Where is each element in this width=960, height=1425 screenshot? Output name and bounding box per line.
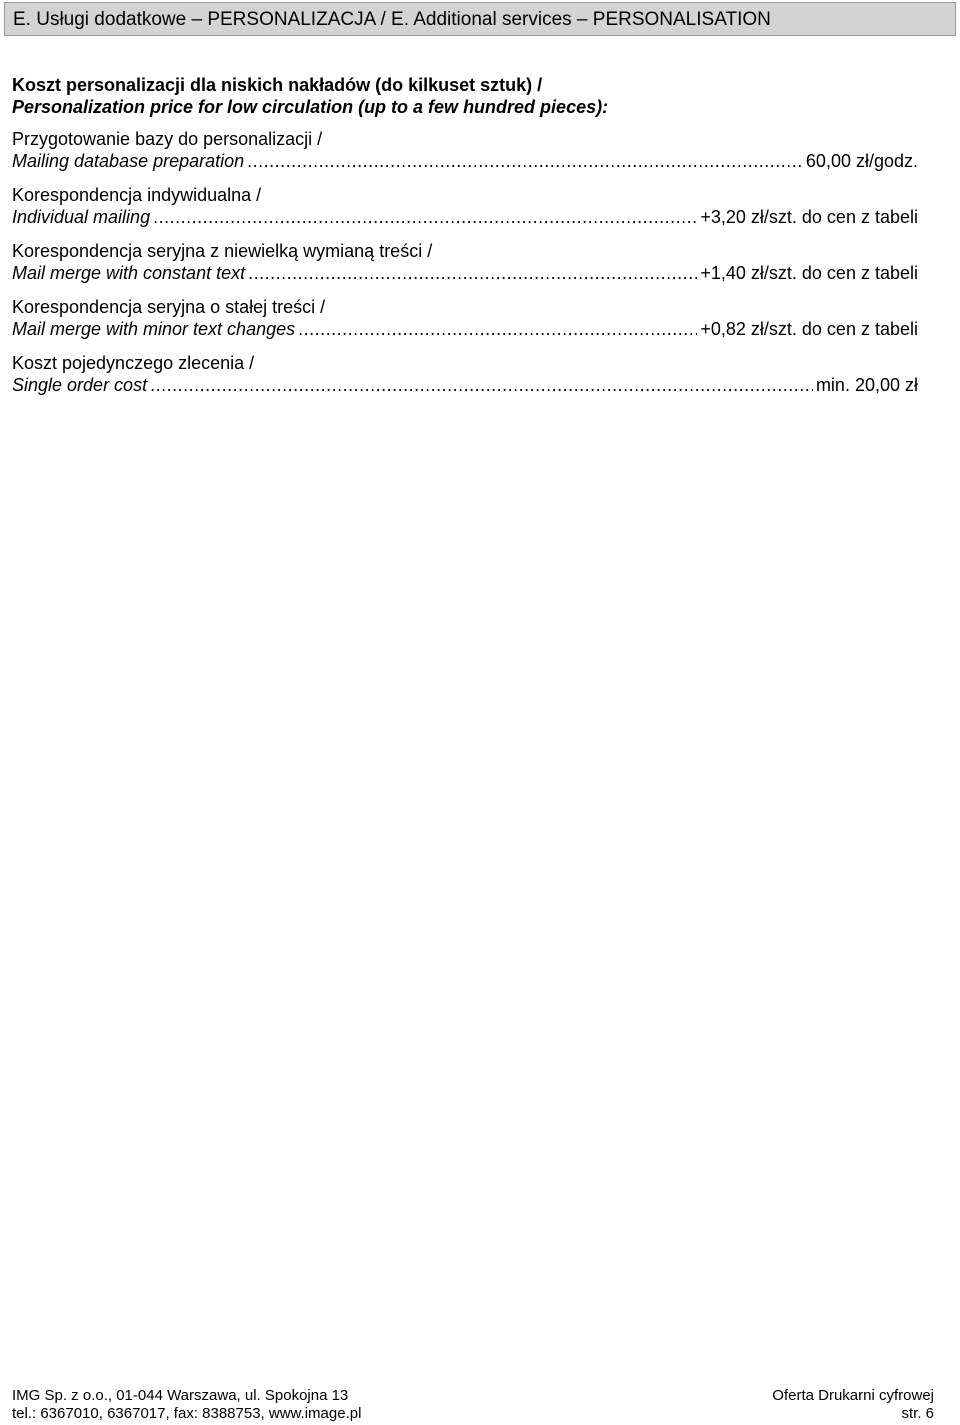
price-item-individual-mailing: [12, 184, 918, 228]
page-number: str. 6: [901, 1405, 934, 1422]
intro-heading-pl: Koszt personalizacji dla niskich nakładów (do kilkuset sztuk) /: [12, 75, 543, 95]
item-price: +1,40 zł/szt. do cen z tabeli: [700, 263, 918, 283]
intro-heading-en: Personalization price for low circulation (up to a few hundred pieces):: [12, 97, 609, 117]
item-label-pl: Korespondencja indywidualna /: [12, 185, 262, 205]
item-price: +0,82 zł/szt. do cen z tabeli: [700, 319, 918, 339]
dot-leader: [248, 262, 697, 284]
item-label-pl: Przygotowanie bazy do personalizacji /: [12, 129, 323, 149]
item-label-en: Single order cost: [12, 375, 148, 395]
price-item-mail-merge-minor: [12, 296, 918, 340]
item-price: 60,00 zł/godz.: [805, 151, 918, 171]
page-footer: [12, 1387, 934, 1423]
price-item-single-order: [12, 352, 918, 396]
intro-heading: [12, 74, 932, 118]
price-item-database-preparation: [12, 128, 918, 172]
footer-contact: tel.: 6367010, 6367017, fax: 8388753, www.image.pl: [12, 1405, 362, 1422]
dot-leader: [150, 374, 813, 396]
item-label-en: Mail merge with constant text: [12, 263, 246, 283]
dot-leader: [298, 318, 697, 340]
item-price: min. 20,00 zł: [815, 375, 918, 395]
item-label-pl: Korespondencja seryjna o stałej treści /: [12, 297, 326, 317]
price-item-mail-merge-constant: [12, 240, 918, 284]
footer-document-info: [772, 1387, 934, 1423]
footer-document-title: Oferta Drukarni cyfrowej: [772, 1387, 934, 1404]
item-label-en: Mailing database preparation: [12, 151, 245, 171]
section-header: [4, 2, 956, 36]
section-title: E. Usługi dodatkowe – PERSONALIZACJA / E. Additional services – PERSONALISATION: [13, 9, 771, 30]
item-label-en: Individual mailing: [12, 207, 151, 227]
item-price: +3,20 zł/szt. do cen z tabeli: [700, 207, 918, 227]
dot-leader: [153, 206, 697, 228]
item-label-pl: Korespondencja seryjna z niewielką wymianą treści /: [12, 241, 433, 261]
footer-company: [12, 1387, 361, 1423]
footer-address: IMG Sp. z o.o., 01-044 Warszawa, ul. Spokojna 13: [12, 1387, 349, 1404]
dot-leader: [247, 150, 803, 172]
item-label-pl: Koszt pojedynczego zlecenia /: [12, 353, 255, 373]
item-label-en: Mail merge with minor text changes: [12, 319, 296, 339]
